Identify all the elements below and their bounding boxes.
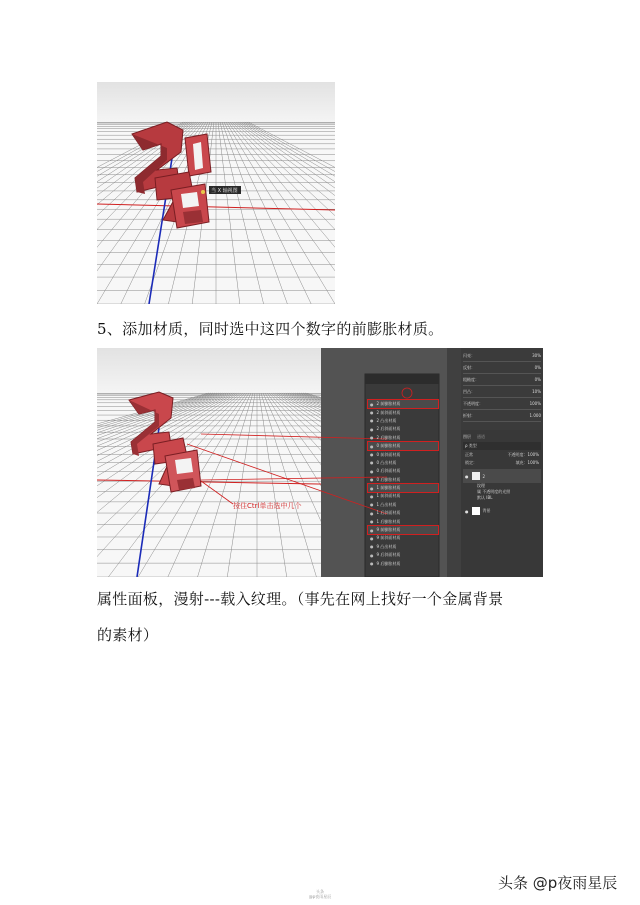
material-name: 1 后膨胀材质 <box>376 518 401 524</box>
material-name: 2 凸出材质 <box>376 417 397 423</box>
properties-panel <box>463 350 541 422</box>
eye-icon[interactable]: ● <box>370 452 374 458</box>
layer-thumbnail <box>472 472 480 480</box>
layers-panel <box>463 433 541 517</box>
layer-name: 2 <box>482 473 486 479</box>
step5-text: 5、添加材质，同时选中这四个数字的前膨胀材质。 <box>97 320 444 338</box>
material-name: 1 后斜面材质 <box>376 510 401 516</box>
material-name: 1 前斜面材质 <box>376 493 401 499</box>
material-list-item[interactable] <box>368 400 438 408</box>
grid-scene-1 <box>97 82 335 304</box>
material-name: 1 凸出材质 <box>376 501 397 507</box>
properties-text-line1: 属性面板，漫射---载入纹理。（事先在网上找好一个金属背景 <box>97 590 504 608</box>
eye-icon[interactable]: ● <box>370 418 374 424</box>
material-list-item[interactable] <box>368 442 438 450</box>
eye-icon[interactable]: ● <box>370 544 374 550</box>
layer-row-2[interactable] <box>463 469 541 483</box>
material-list-item[interactable] <box>368 434 438 442</box>
material-list-item[interactable] <box>368 459 438 467</box>
material-name: 2 前斜面材质 <box>376 409 401 415</box>
eye-icon[interactable]: ● <box>370 426 374 432</box>
eye-icon[interactable]: ● <box>370 519 374 525</box>
material-name: 0 前斜面材质 <box>376 451 401 457</box>
material-name: 9 前膨胀材质 <box>376 527 401 533</box>
eye-icon[interactable]: ● <box>370 477 374 483</box>
property-label: 粗糙度： <box>463 376 479 382</box>
material-list-item[interactable] <box>368 517 438 525</box>
material-list-item[interactable] <box>368 526 438 534</box>
material-list-item[interactable] <box>368 534 438 542</box>
property-value[interactable]: 10% <box>532 389 541 394</box>
footer-small-mark: 头条 @p夜雨星辰 <box>308 889 332 899</box>
property-row[interactable] <box>463 398 541 410</box>
property-label: 凹凸： <box>463 388 475 394</box>
material-list-item[interactable] <box>368 509 438 517</box>
tab-channels[interactable]: 通道 <box>477 434 485 439</box>
material-name: 2 后膨胀材质 <box>376 434 401 440</box>
eye-icon[interactable]: ● <box>370 561 374 567</box>
eye-icon[interactable]: ● <box>370 460 374 466</box>
material-list-item[interactable] <box>368 425 438 433</box>
material-name: 2 后斜面材质 <box>376 426 401 432</box>
eye-icon[interactable]: ● <box>370 468 374 474</box>
property-label: 不透明度： <box>463 400 483 406</box>
material-list-item[interactable] <box>368 467 438 475</box>
opacity-label[interactable]: 不透明度：100% <box>507 452 539 457</box>
eye-icon[interactable]: ● <box>370 410 374 416</box>
layer-sub-item: 默认 IBL <box>477 495 493 500</box>
material-list-item[interactable] <box>368 559 438 567</box>
material-name: 9 后斜面材质 <box>376 552 401 558</box>
material-name: 0 凸出材质 <box>376 459 397 465</box>
material-name: 2 前膨胀材质 <box>376 401 401 407</box>
fill-label[interactable]: 填充：100% <box>515 460 539 465</box>
material-name: 0 后斜面材质 <box>376 468 401 474</box>
property-label: 反射： <box>463 364 475 370</box>
eye-icon[interactable]: ● <box>370 552 374 558</box>
material-list-item[interactable] <box>368 543 438 551</box>
property-value[interactable]: 0% <box>534 365 541 370</box>
material-name: 0 后膨胀材质 <box>376 476 401 482</box>
property-value[interactable]: 100% <box>529 401 541 406</box>
eye-icon[interactable]: ● <box>370 443 374 449</box>
material-list-item[interactable] <box>368 484 438 492</box>
lock-label: 锁定： <box>465 460 477 465</box>
property-value[interactable]: 0% <box>534 377 541 382</box>
material-list-item[interactable] <box>368 492 438 500</box>
eye-icon[interactable]: ● <box>370 510 374 516</box>
property-label: 折射： <box>463 412 475 418</box>
material-name: 0 前膨胀材质 <box>376 443 401 449</box>
material-name: 1 前膨胀材质 <box>376 485 401 491</box>
material-list-item[interactable] <box>368 417 438 425</box>
eye-icon[interactable]: ● <box>370 535 374 541</box>
annotation-text: 按住Ctrl单击选中几个 <box>233 502 302 510</box>
tooltip-text: 当 X 轴视图 <box>211 188 238 194</box>
eye-icon[interactable]: ● <box>370 485 374 491</box>
tab-layers[interactable]: 图层 <box>463 434 471 439</box>
eye-icon[interactable]: ● <box>370 435 374 441</box>
material-list-item[interactable] <box>368 408 438 416</box>
property-row[interactable] <box>463 386 541 398</box>
material-list-item[interactable] <box>368 476 438 484</box>
eye-icon[interactable]: ● <box>370 502 374 508</box>
material-name: 9 凸出材质 <box>376 543 397 549</box>
layer-name: 背景 <box>482 508 491 513</box>
property-value[interactable]: 1.000 <box>529 413 541 418</box>
eye-icon[interactable]: ● <box>370 401 374 407</box>
watermark: 头条 @p夜雨星辰 <box>498 874 618 892</box>
figure-3d-scene-2 <box>97 348 543 577</box>
figure-3d-scene-1 <box>97 82 335 304</box>
property-row[interactable] <box>463 362 541 374</box>
eye-icon[interactable]: ● <box>370 527 374 533</box>
property-row[interactable] <box>463 410 541 422</box>
properties-text-line2: 的素材） <box>97 626 159 644</box>
layer-sub-item: 属 不透明度的光照 <box>477 489 511 494</box>
material-list <box>368 400 438 568</box>
property-row[interactable] <box>463 374 541 386</box>
material-name: 9 前斜面材质 <box>376 535 401 541</box>
property-value[interactable]: 30% <box>532 353 541 358</box>
material-list-item[interactable] <box>368 450 438 458</box>
property-row[interactable] <box>463 350 541 362</box>
eye-icon[interactable]: ● <box>465 473 469 479</box>
material-list-item[interactable] <box>368 501 438 509</box>
eye-icon[interactable]: ● <box>465 508 469 514</box>
layers-filter[interactable]: ρ 类型 <box>465 443 477 448</box>
material-list-item[interactable] <box>368 551 438 559</box>
layer-thumbnail <box>472 507 480 515</box>
material-name: 9 后膨胀材质 <box>376 560 401 566</box>
layer-row-background[interactable] <box>463 505 541 517</box>
layer-sub-item: 纹理 <box>477 483 485 488</box>
eye-icon[interactable]: ● <box>370 493 374 499</box>
blend-mode[interactable]: 正常 <box>465 452 473 457</box>
property-label: 闪亮： <box>463 352 475 358</box>
